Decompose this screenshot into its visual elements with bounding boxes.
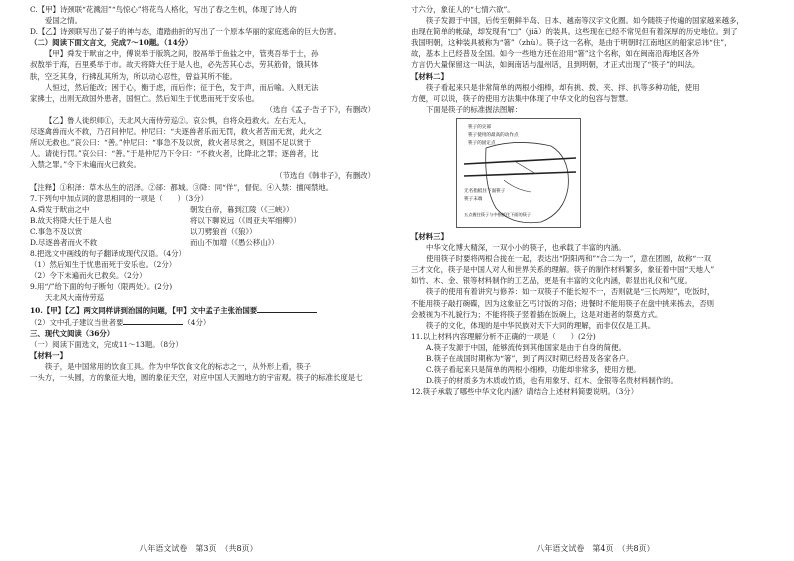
page-footer: 八年语文试卷 第4页 （共8页）	[536, 544, 655, 553]
figure-label: 五点握住筷子与中指抵住下面的筷子	[464, 211, 532, 217]
question-10-part-2: （2）文中孔子建议当世者要 （4分）	[30, 317, 211, 327]
section-heading: 三、现代文阅读（36分）	[30, 328, 115, 338]
question-10: 10.【甲】【乙】两文同样讲到治国的问题，【甲】文中孟子主张治国要	[30, 304, 383, 316]
q8-part-2: （2）令下未遍而火已救矣。（2分）	[30, 271, 147, 281]
material-one-cont: 筷子发源于中国，后传至朝鲜半岛、日本、越南等汉字文化圈。如今随筷子传遍的国家越来越多，	[426, 16, 744, 26]
material-three-text: 不能用筷子敲打碗碟，因为这象征乞丐讨饭的习俗；进餐时不能用筷子在盘中挑来拣去，否则	[411, 298, 715, 308]
material-two-text: 筷子看起来只是非常简单的两根小细棒，却有挑、拨、夹、拌、扒等多种功能，使用	[426, 82, 700, 92]
material-one-cont: 由现在简单的帐碌，却发现有“□”（jiā）的装具。这些现在已经不常见但有着深厚的历史地位。到了	[411, 27, 738, 37]
option-c-cont: 爱国之情。	[45, 16, 82, 26]
figure-label: 筷子使用的最高的动作点	[468, 132, 519, 138]
q11-option-a: A.筷子发源于中国，能够流传到其他国家是由于自身的简便。	[426, 342, 626, 352]
chopstick-hand-illustration	[456, 118, 581, 228]
material-three-text: 筷子的文化，体现的是中华民族对天下大同的理解，而非仅仅是工具。	[426, 320, 656, 330]
q11-option-c: C.筷子看起来只是简单的两根小细棒，功能却非常多，使用方便。	[426, 365, 641, 375]
figure-label: 筷子的尖部	[468, 124, 491, 130]
jia-text-line: 人恒过，然后能改；困于心，衡于虑，而后作；征于色，发于声，而后喻。入则无法	[45, 82, 319, 92]
yi-text-line: 所以无救也。”哀公曰：“善。”仲尼曰：“事急不及以赏，救火者尽赏之，则国不足以赏于	[30, 138, 312, 148]
jia-text-line: 肤，空乏其身，行拂乱其所为，所以动心忍性，曾益其所不能。	[30, 71, 237, 81]
question-12: 12.筷子承载了哪些中华文化内涵？请结合上述材料简要说明。（3分）	[411, 387, 639, 397]
material-three-text: 中华文化博大精深，一双小小的筷子，也承载了丰富的内涵。	[426, 243, 626, 253]
q7-option-b: B.故天将降大任于是人也 将以下聊说远（《周亚夫军细柳》）	[30, 215, 301, 225]
q8-part-1: （1）然后知生于忧患而死于安乐也。（2分）	[30, 260, 177, 270]
q7-option-c: C.事急不及以赏 以刀劈狼首（《狼》）	[30, 226, 257, 236]
material-three-text: 筷子的使用有着讲究与修养：如一双筷子不能长短不一，否则就是“三长两短”，吃饭时，	[426, 287, 715, 297]
yi-text-line: 人。请徒行罚。”哀公曰：“善。”于是仲尼乃下令曰：“不救火者，比降北之罪；逐兽者，比	[30, 149, 319, 159]
subsection-heading: （一）阅读下面选文，完成11～13题。（8分）	[30, 339, 183, 349]
figure-label: 筷子的固定点	[468, 140, 496, 146]
option-d: D.【乙】诗颈联写出了晏子的神与态，遣踏曲折的写出了一个原本华丽的家庭逃命的巨大伤害。	[30, 27, 342, 37]
jia-source: （选自《孟子·告子下》，有删改）	[265, 104, 375, 114]
question-11: 11.以上材料内容理解分析不正确的一项是（ ）(2分)	[411, 331, 596, 341]
material-one-cont: 寸六分，象征人的“七情六欲”。	[411, 5, 515, 14]
material-one-heading: 【材料一】	[30, 350, 67, 360]
jia-text-line: 【甲】舜发于畎亩之中，傅说举于版筑之间，胶鬲举于鱼盐之中，管夷吾举于士，孙	[45, 49, 319, 59]
q7-option-a: A.舜发于畎亩之中 朝发白帝，暮到江陵（《三峡》）	[30, 204, 294, 214]
material-two-text: 方便，可以说，筷子的使用方法集中体现了中华文化的包容与智慧。	[411, 93, 633, 103]
yi-text-line-underlined: 入禁之罪。”令下未遍而火已救矣。	[30, 160, 141, 170]
material-one-cont: 我国明朝，这种装具被称为“箸”（zhù）。筷子这一名称，是由于明朝时江南地区的船家忌讳“住”，	[411, 38, 732, 48]
section-heading: （二）阅读下面文言文，完成7～10题。（14分）	[30, 38, 193, 48]
question-7: 7.下列句中加点词的意思相同的一项是（ ）（3分）	[30, 193, 209, 203]
page-footer: 八年语文试卷 第3页 （共8页）	[139, 544, 258, 553]
material-three-text: 如竹、木、金、银等材料制作的工艺品，更是有丰富的文化内涵，彰显出礼仪和气度。	[411, 276, 692, 286]
material-three-heading: 【材料三】	[411, 231, 448, 241]
jia-text-line: 叔敖举于海，百里奚举于市。故天将降大任于是人也，必先苦其心志，劳其筋骨，饿其体	[30, 60, 319, 70]
material-three-text: 会被视为不礼貌行为；不能将筷子竖着插在饭碗上，这是对逝者的祭奠方式。	[411, 309, 663, 319]
notes: 【注释】①积泽：草木丛生的沼泽。②郤：都城。③降：同“佯”，督促。④入禁：擅闯禁地。	[30, 182, 334, 192]
material-three-text: 三才文化，筷子是中国人对人和世界关系的理解。筷子的制作材料繁多，象征着中国“天地人”	[411, 265, 715, 275]
yi-text-line: 【乙】鲁人徙织师①，天北风大南侍劳巡②。哀公惧，自将众趋救火。左右无人，	[45, 115, 312, 125]
q11-option-b: B.筷子在战国时期称为“箸”，到了两汉时期已经普及各家各户。	[426, 353, 634, 363]
chopstick-grip-figure	[456, 118, 581, 228]
material-one-cont: 方言仍大量保留这一叫法，如闽南话与温州话，且到明朝，才正式出现了“筷子”的叫法。	[411, 60, 700, 70]
question-8: 8.把选文中画线的句子翻译成现代汉语。（4分）	[30, 249, 186, 259]
figure-label: 筷子末端	[464, 196, 483, 202]
q11-option-d: D.筷子的材质多为木质或竹质，也有用象牙、红木、金银等名贵材料制作的。	[426, 376, 678, 386]
right-page	[397, 0, 794, 561]
answer-blank[interactable]	[123, 316, 183, 325]
material-three-text: 使用筷子时要将两根合拢在一起，表达出“阴阳两和”“合二为一”，意在团圆，故称“一双	[426, 254, 711, 264]
q9-sentence: 天北风大南侍劳巡	[45, 293, 105, 303]
yi-text-line: 尽逐禽兽而火不救，乃召问仲尼。仲尼曰：“夫逐兽者乐而无罚，救火者苦而无赏，此火之	[30, 127, 323, 137]
yi-source: （节选自《韩非子》，有删改）	[275, 171, 375, 181]
jia-text-line-underlined: 家拂士，出则无敌国外患者，国恒亡。然后知生于忧患而死于安乐也。	[30, 93, 260, 103]
question-9: 9.用“/”给下面的句子断句（限两处）。(2分)	[30, 282, 173, 292]
figure-label: 无名指抵住下面筷子	[464, 188, 506, 194]
q7-option-d: D.尽逐兽者而火不救 而山不加增（《愚公移山》）	[30, 237, 279, 247]
option-c: C.【甲】诗颈联“花溅泪”“鸟惊心”将花鸟人格化，写出了春之生机，体现了诗人的	[30, 5, 297, 14]
answer-blank[interactable]	[257, 304, 317, 313]
material-two-heading: 【材料二】	[411, 71, 448, 81]
material-one-text: 筷子，是中国常用的饮食工具。作为中华饮食文化的标志之一，从外形上看，筷子	[45, 362, 312, 371]
material-one-cont: 故，基本上已经普及全国。如今一些地方还在沿用“箸”这个名称，如在闽南沿海地区各外	[411, 49, 700, 59]
material-one-text: 一头方，一头圆，方的象征大地，圆的象征天空，对应中国人天圆地方的宇宙观。筷子的标准长度是七	[30, 373, 363, 383]
figure-caption: 下面是筷子的标准握法图解：	[426, 104, 523, 114]
